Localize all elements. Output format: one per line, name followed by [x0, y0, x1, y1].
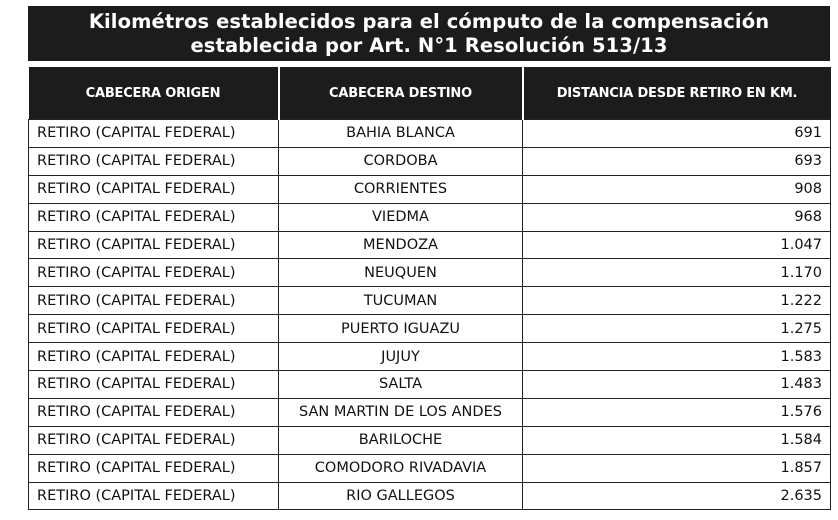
table-row	[29, 120, 831, 148]
table-row	[29, 259, 831, 287]
distance-cell: 1.170	[523, 259, 831, 287]
distance-cell: 908	[523, 175, 831, 203]
origin-cell: RETIRO (CAPITAL FEDERAL)	[29, 175, 279, 203]
origin-cell: RETIRO (CAPITAL FEDERAL)	[29, 398, 279, 426]
distance-cell: 1.275	[523, 315, 831, 343]
table-row	[29, 454, 831, 482]
table-row	[29, 426, 831, 454]
table-row	[29, 315, 831, 343]
origin-cell: RETIRO (CAPITAL FEDERAL)	[29, 343, 279, 371]
table-row	[29, 287, 831, 315]
table-row	[29, 147, 831, 175]
destination-cell: PUERTO IGUAZU	[279, 315, 523, 343]
table-row	[29, 203, 831, 231]
table-row	[29, 175, 831, 203]
origin-cell: RETIRO (CAPITAL FEDERAL)	[29, 203, 279, 231]
table-row	[29, 343, 831, 371]
table-body	[29, 120, 831, 510]
destination-cell: TUCUMAN	[279, 287, 523, 315]
table-header-row	[29, 67, 831, 120]
title-line-1: Kilométros establecidos para el cómputo de la compensación	[88, 9, 770, 33]
destination-cell: SAN MARTIN DE LOS ANDES	[279, 398, 523, 426]
destination-cell: COMODORO RIVADAVIA	[279, 454, 523, 482]
document	[28, 6, 830, 510]
origin-cell: RETIRO (CAPITAL FEDERAL)	[29, 287, 279, 315]
destination-cell: BARILOCHE	[279, 426, 523, 454]
distance-cell: 1.483	[523, 371, 831, 399]
header-origin: CABECERA ORIGEN	[29, 67, 279, 120]
distance-table	[28, 67, 831, 510]
origin-cell: RETIRO (CAPITAL FEDERAL)	[29, 426, 279, 454]
distance-cell: 1.222	[523, 287, 831, 315]
distance-cell: 2.635	[523, 482, 831, 510]
destination-cell: SALTA	[279, 371, 523, 399]
origin-cell: RETIRO (CAPITAL FEDERAL)	[29, 454, 279, 482]
distance-cell: 691	[523, 120, 831, 148]
header-destination: CABECERA DESTINO	[279, 67, 523, 120]
origin-cell: RETIRO (CAPITAL FEDERAL)	[29, 482, 279, 510]
distance-cell: 1.047	[523, 231, 831, 259]
origin-cell: RETIRO (CAPITAL FEDERAL)	[29, 120, 279, 148]
origin-cell: RETIRO (CAPITAL FEDERAL)	[29, 231, 279, 259]
distance-cell: 1.584	[523, 426, 831, 454]
destination-cell: JUJUY	[279, 343, 523, 371]
distance-cell: 1.857	[523, 454, 831, 482]
destination-cell: BAHIA BLANCA	[279, 120, 523, 148]
origin-cell: RETIRO (CAPITAL FEDERAL)	[29, 371, 279, 399]
distance-cell: 968	[523, 203, 831, 231]
distance-cell: 1.583	[523, 343, 831, 371]
table-row	[29, 231, 831, 259]
destination-cell: CORDOBA	[279, 147, 523, 175]
distance-cell: 1.576	[523, 398, 831, 426]
table-row	[29, 398, 831, 426]
origin-cell: RETIRO (CAPITAL FEDERAL)	[29, 147, 279, 175]
destination-cell: RIO GALLEGOS	[279, 482, 523, 510]
table-row	[29, 482, 831, 510]
distance-cell: 693	[523, 147, 831, 175]
destination-cell: VIEDMA	[279, 203, 523, 231]
destination-cell: MENDOZA	[279, 231, 523, 259]
title-banner	[28, 6, 830, 61]
origin-cell: RETIRO (CAPITAL FEDERAL)	[29, 315, 279, 343]
destination-cell: CORRIENTES	[279, 175, 523, 203]
origin-cell: RETIRO (CAPITAL FEDERAL)	[29, 259, 279, 287]
title-line-2: establecida por Art. N°1 Resolución 513/13	[190, 33, 668, 57]
table-row	[29, 371, 831, 399]
header-distance: DISTANCIA DESDE RETIRO EN KM.	[523, 67, 831, 120]
destination-cell: NEUQUEN	[279, 259, 523, 287]
